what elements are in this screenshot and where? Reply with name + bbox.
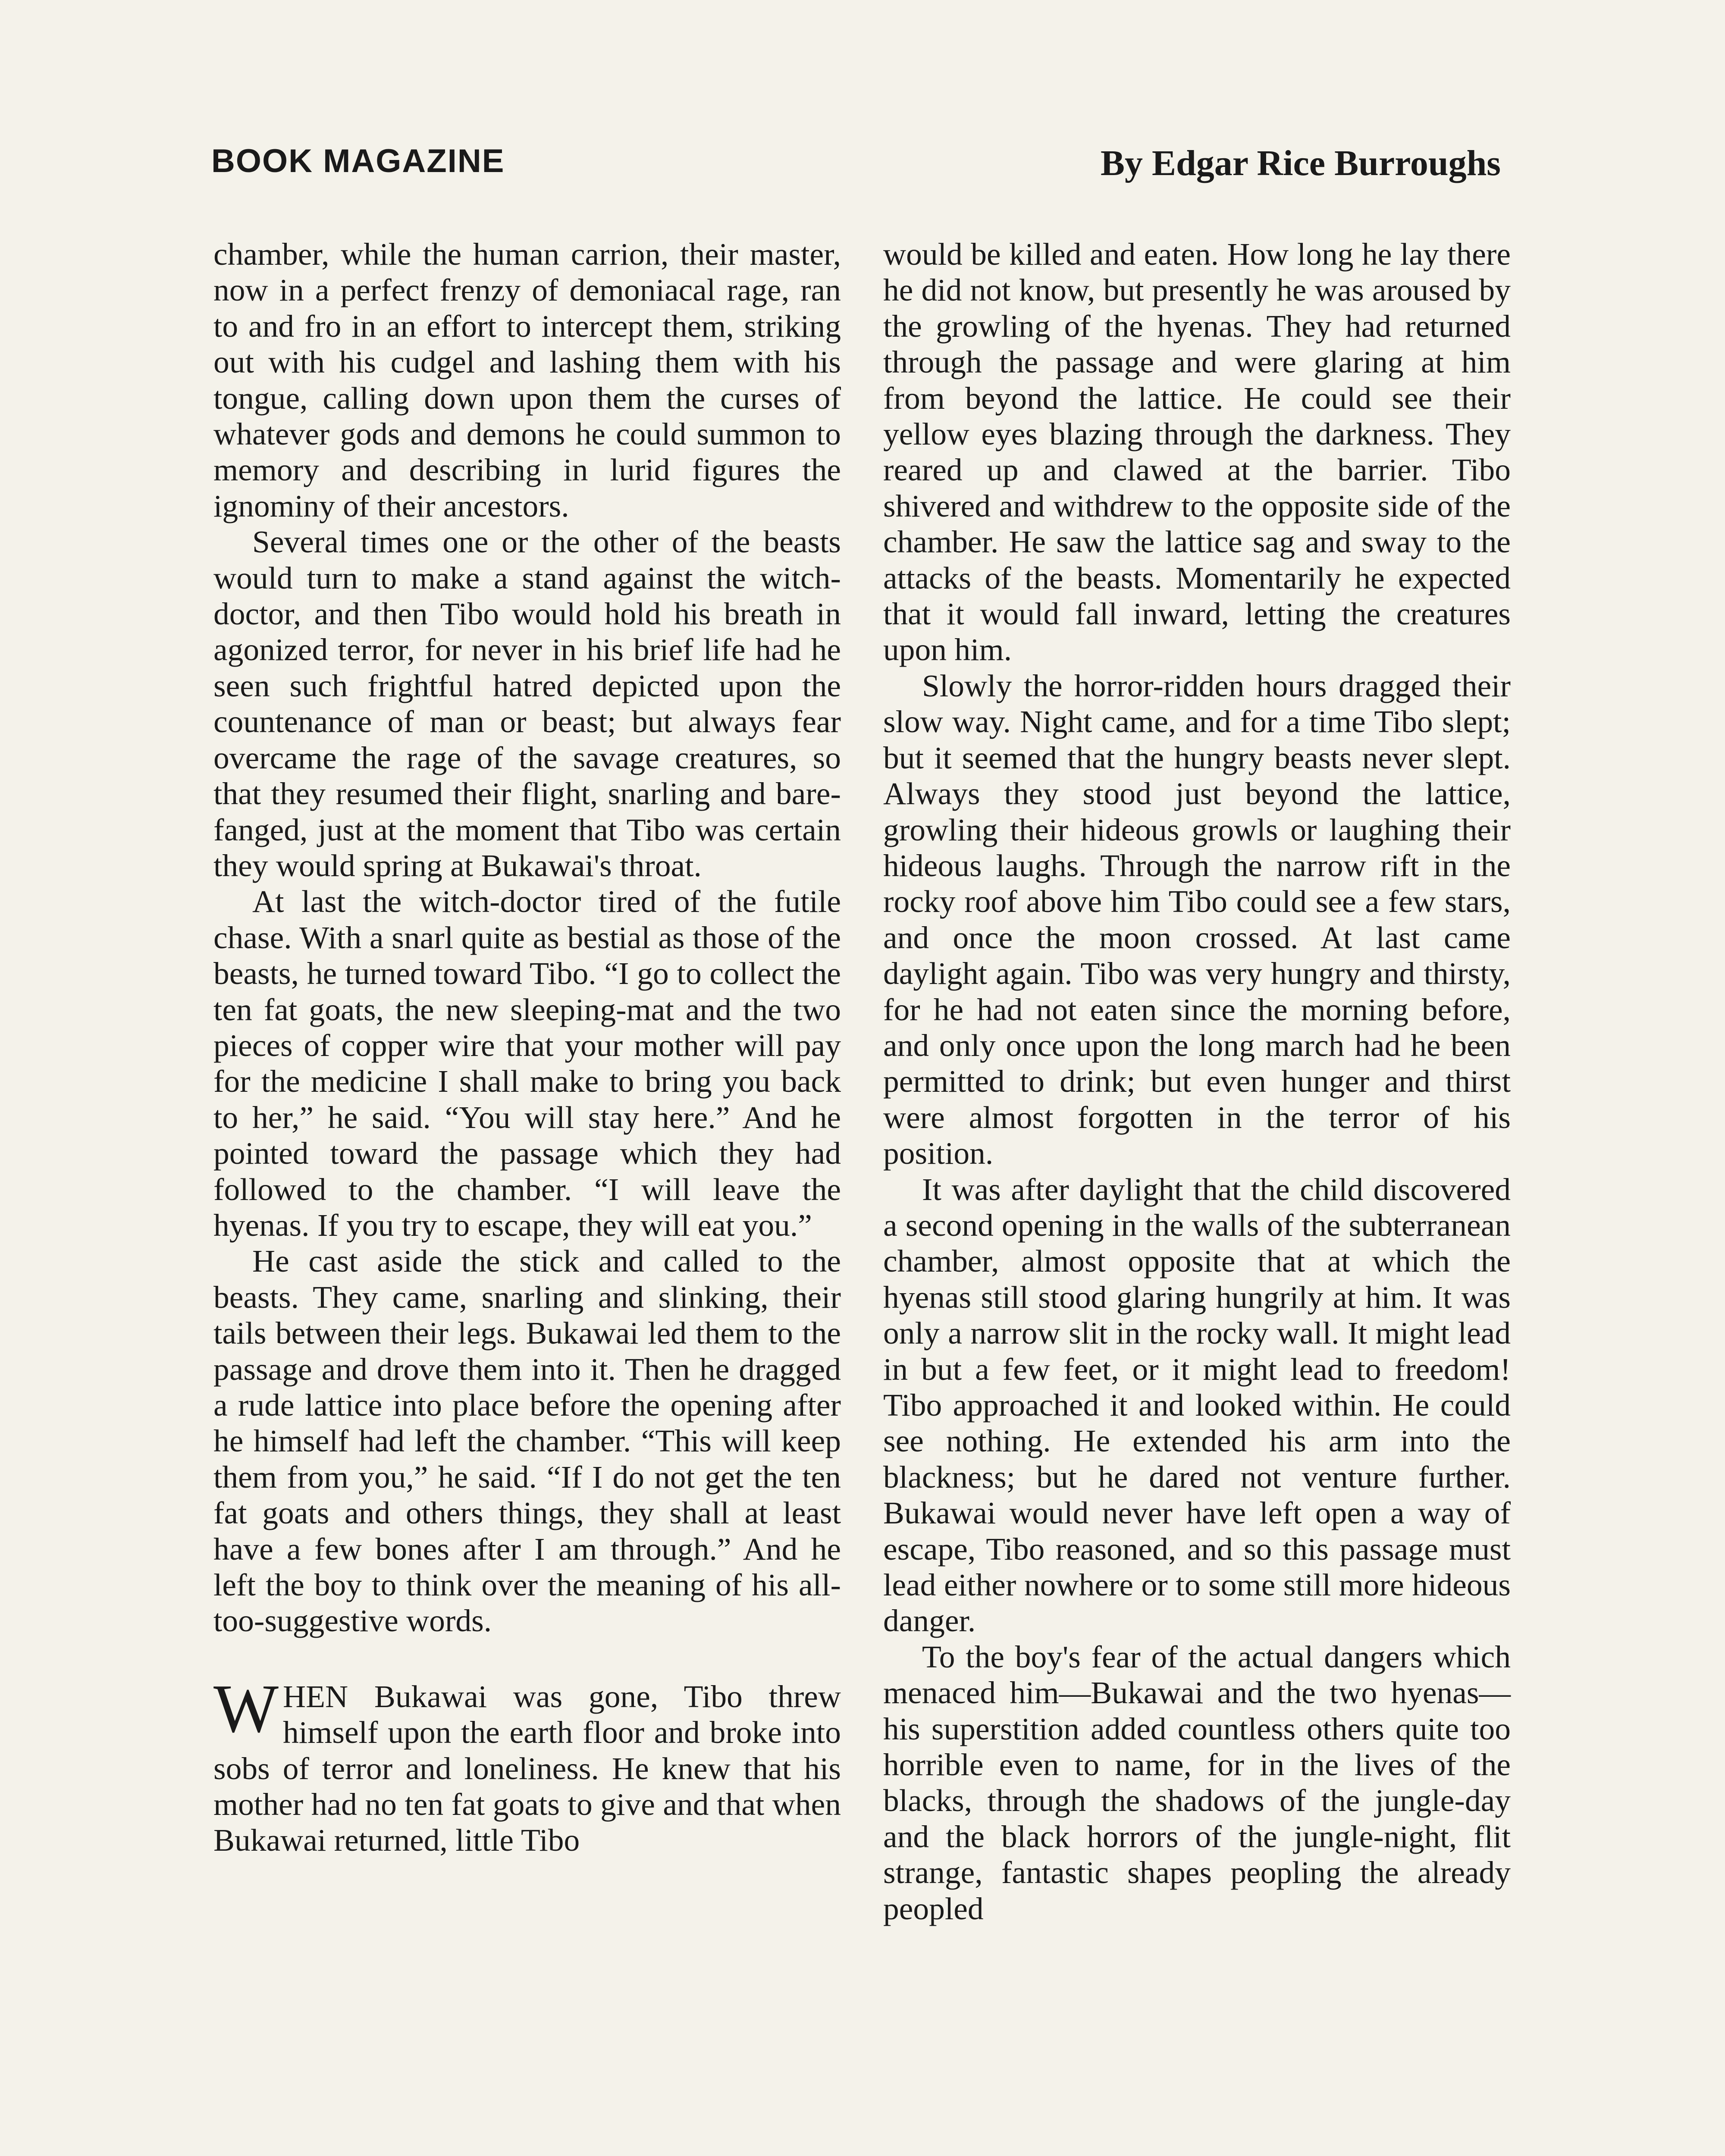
right-column <box>883 236 1511 1927</box>
section-opening-text: HEN Bukawai was gone, Tibo threw himself upon the earth floor and broke into sobs of terror and loneliness. He knew that his mother had no ten fat goats to give and that when Bukawai returned, little Tibo <box>213 1679 841 1858</box>
paragraph: chamber, while the human carrion, their master, now in a perfect frenzy of demoniacal rage, ran to and fro in an effort to intercept them, striking out with his cudgel and lashing them with his tongue, calling down upon them the curses of whatever gods and demons he could summon to memory and describing in lurid figures the ignominy of their ancestors. <box>213 237 841 523</box>
paragraph: It was after daylight that the child discovered a second opening in the walls of the subterranean chamber, almost opposite that at which the hyenas still stood glaring hungrily at him. It was only a narrow slit in the rocky wall. It might lead in but a few feet, or it might lead to freedom! Tibo approached it and looked within. He could see nothing. He extended his arm into the blackness; but he dared not venture further. Bukawai would never have left open a way of escape, Tibo reasoned, and so this passage must lead either nowhere or to some still more hideous danger. <box>883 1172 1511 1639</box>
section-opening-paragraph <box>213 1670 841 1858</box>
drop-cap: W <box>213 1670 279 1747</box>
running-header <box>211 142 1501 194</box>
paragraph: He cast aside the stick and called to the beasts. They came, snarling and slinking, their tails between their legs. Bukawai led them to the passage and drove them into it. Then he dragged a rude lattice into place before the opening after he himself had left the chamber. “This will keep them from you,” he said. “If I do not get the ten fat goats and others things, they shall at least have a few bones after I am through.” And he left the boy to think over the meaning of his all-too-suggestive words. <box>213 1244 841 1639</box>
paragraph: At last the witch-doctor tired of the futile chase. With a snarl quite as bestial as those of the beasts, he turned toward Tibo. “I go to collect the ten fat goats, the new sleeping-mat and the two pieces of copper wire that your mother will pay for the medicine I shall make to bring you back to her,” he said. “You will stay here.” And he pointed toward the passage which they had followed to the chamber. “I will leave the hyenas. If you try to escape, they will eat you.” <box>213 884 841 1243</box>
paragraph: Slowly the horror-ridden hours dragged their slow way. Night came, and for a time Tibo slept; but it seemed that the hungry beasts never slept. Always they stood just beyond the lattice, growling their hideous growls or laughing their hideous laughs. Through the narrow rift in the rocky roof above him Tibo could see a few stars, and once the moon crossed. At last came daylight again. Tibo was very hungry and thirsty, for he had not eaten since the morning before, and only once upon the long march had he been permitted to drink; but even hunger and thirst were almost forgotten in the terror of his position. <box>883 668 1511 1171</box>
left-column <box>213 236 841 1858</box>
paragraph: would be killed and eaten. How long he lay there he did not know, but presently he was aroused by the growling of the hyenas. They had returned through the passage and were glaring at him from beyond the lattice. He could see their yellow eyes blazing through the darkness. They reared up and clawed at the barrier. Tibo shivered and withdrew to the opposite side of the chamber. He saw the lattice sag and sway to the attacks of the beasts. Momentarily he expected that it would fall inward, letting the creatures upon him. <box>883 237 1511 667</box>
paragraph: To the boy's fear of the actual dangers which menaced him—Bukawai and the two hyenas—his superstition added countless others quite too horrible even to name, for in the lives of the blacks, through the shadows of the jungle-day and the black horrors of the jungle-night, flit strange, fantastic shapes peopling the already peopled <box>883 1639 1511 1926</box>
magazine-title: BOOK MAGAZINE <box>211 143 505 179</box>
paragraph: Several times one or the other of the beasts would turn to make a stand against the witch-doctor, and then Tibo would hold his breath in agonized terror, for never in his brief life had he seen such frightful hatred depicted upon the countenance of man or beast; but always fear overcame the rage of the savage creatures, so that they resumed their flight, snarling and bare-fanged, just at the moment that Tibo was certain they would spring at Bukawai's throat. <box>213 524 841 883</box>
author-byline: By Edgar Rice Burroughs <box>1100 143 1501 183</box>
